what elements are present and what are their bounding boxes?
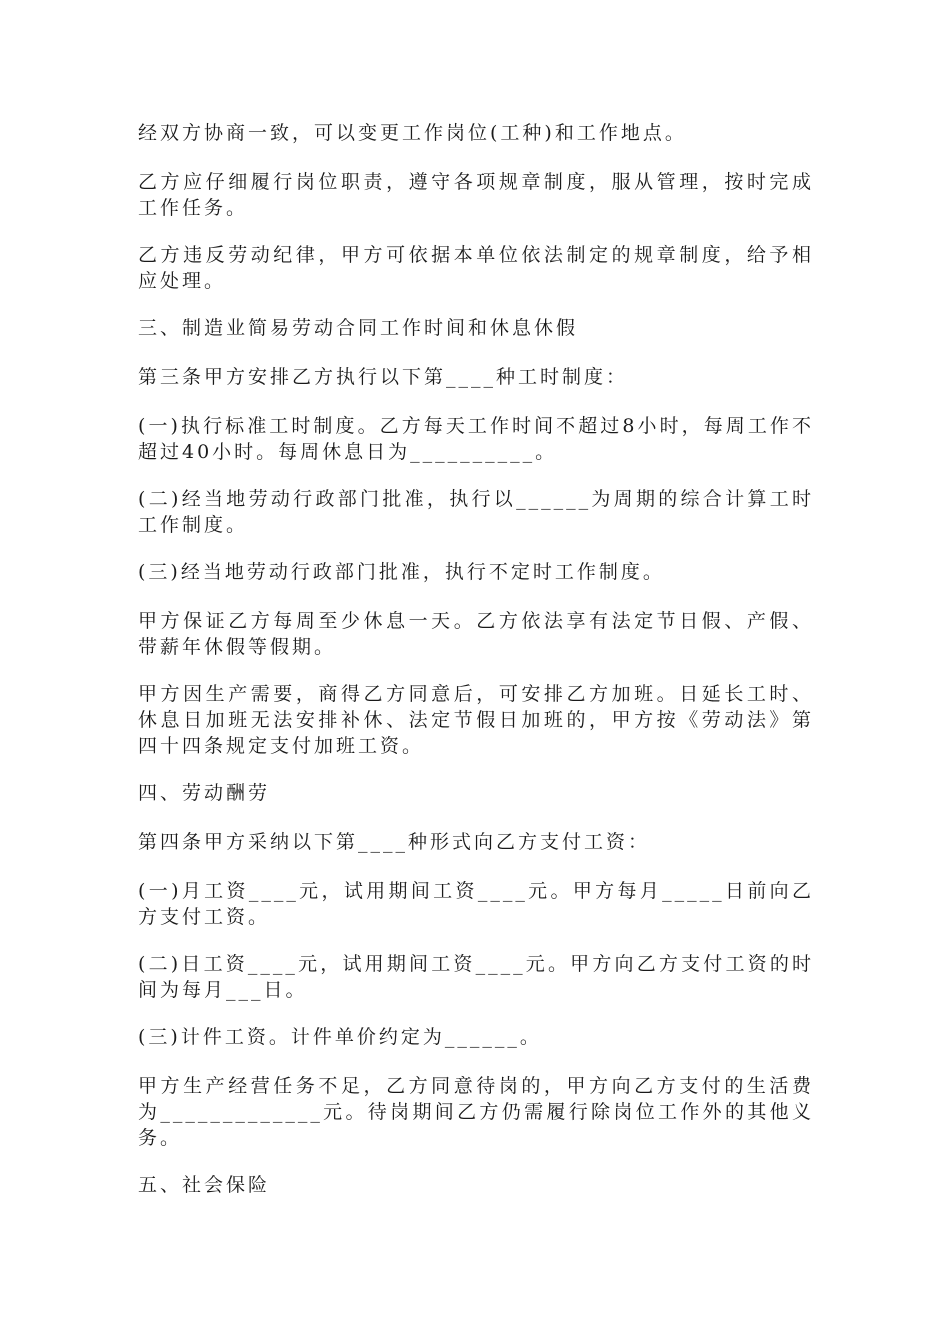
section-heading-social-insurance: 五、社会保险 [138, 1174, 271, 1196]
paragraph-duties: 乙方应仔细履行岗位职责，遵守各项规章制度，服从管理，按时完成工作任务。 [138, 171, 814, 219]
paragraph-monthly-wage: (一)月工资____元，试用期间工资____元。甲方每月_____日前向乙方支付工资。 [138, 880, 814, 928]
paragraph-flexible-hours: (三)经当地劳动行政部门批准，执行不定时工作制度。 [138, 561, 665, 583]
paragraph-standby: 甲方生产经营任务不足，乙方同意待岗的，甲方向乙方支付的生活费为_____________元。待岗期间乙方仍需履行除岗位工作外的其他义务。 [138, 1075, 814, 1149]
paragraph-discipline: 乙方违反劳动纪律，甲方可依据本单位依法制定的规章制度，给予相应处理。 [138, 244, 814, 292]
paragraph-standard-hours: (一)执行标准工时制度。乙方每天工作时间不超过8小时，每周工作不超过40小时。每周休息日为__________。 [138, 415, 814, 463]
paragraph-piece-wage: (三)计件工资。计件单价约定为______。 [138, 1026, 542, 1048]
paragraph-article-3: 第三条甲方安排乙方执行以下第____种工时制度： [138, 366, 629, 388]
section-heading-remuneration: 四、劳动酬劳 [138, 782, 271, 804]
section-heading-working-hours: 三、制造业简易劳动合同工作时间和休息休假 [138, 317, 579, 339]
paragraph-overtime: 甲方因生产需要，商得乙方同意后，可安排乙方加班。日延长工时、休息日加班无法安排补休、法定节假日加班的，甲方按《劳动法》第四十四条规定支付加班工资。 [138, 683, 814, 757]
paragraph-daily-wage: (二)日工资____元，试用期间工资____元。甲方向乙方支付工资的时间为每月___日。 [138, 953, 814, 1001]
paragraph-article-4: 第四条甲方采纳以下第____种形式向乙方支付工资： [138, 831, 651, 853]
paragraph-rest-days: 甲方保证乙方每周至少休息一天。乙方依法享有法定节日假、产假、带薪年休假等假期。 [138, 610, 814, 658]
paragraph-change-position: 经双方协商一致，可以变更工作岗位(工种)和工作地点。 [138, 122, 687, 144]
document-body [138, 120, 814, 1221]
paragraph-comprehensive-hours: (二)经当地劳动行政部门批准，执行以______为周期的综合计算工时工作制度。 [138, 488, 814, 536]
